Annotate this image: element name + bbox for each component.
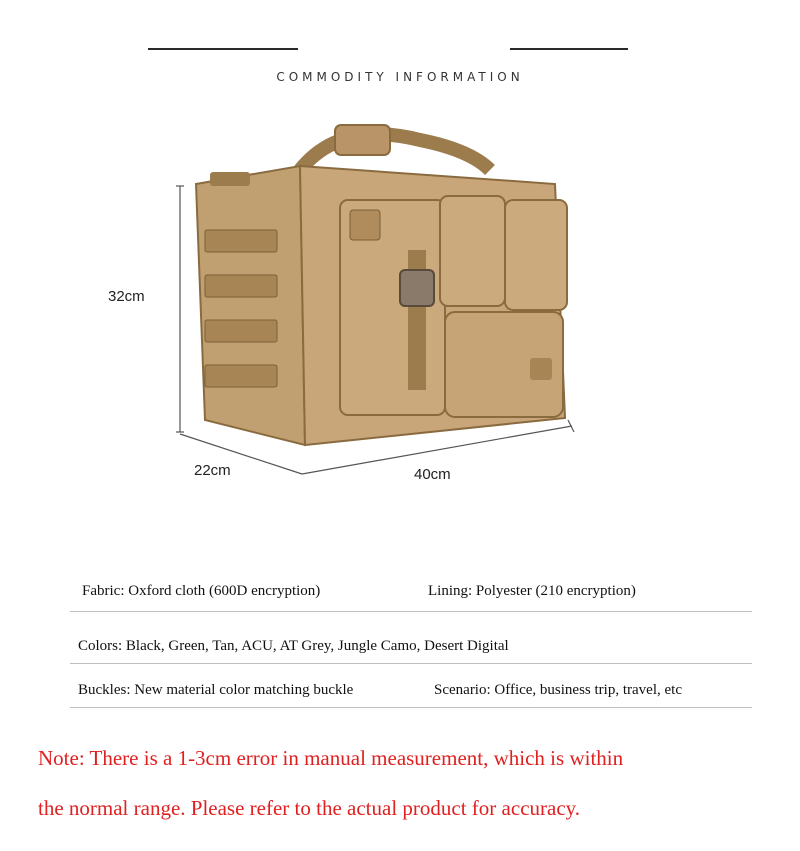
spec-divider-3: [70, 707, 752, 708]
product-image-area: [0, 100, 800, 530]
header-rule-left: [148, 48, 298, 50]
dimension-width-label: 40cm: [414, 466, 451, 483]
spec-buckles: Buckles: New material color matching buckle: [78, 682, 354, 698]
header-rule-right: [510, 48, 628, 50]
spec-divider-2: [70, 663, 752, 664]
note-line-1: Note: There is a 1-3cm error in manual measurement, which is within: [38, 746, 624, 770]
spec-scenario: Scenario: Office, business trip, travel, etc: [434, 682, 682, 698]
spec-fabric: Fabric: Oxford cloth (600D encryption): [82, 583, 321, 599]
note-line-2: the normal range. Please refer to the actual product for accuracy.: [38, 796, 581, 820]
dimension-depth-label: 22cm: [194, 462, 231, 479]
spec-lining: Lining: Polyester (210 encryption): [428, 583, 636, 599]
spec-divider-1: [70, 611, 752, 612]
section-title: COMMODITY INFORMATION: [276, 70, 524, 84]
product-photo: [0, 100, 800, 530]
bag-graphic: [196, 125, 567, 445]
dimension-height-label: 32cm: [108, 288, 145, 305]
spec-colors: Colors: Black, Green, Tan, ACU, AT Grey, Jungle Camo, Desert Digital: [78, 638, 509, 654]
